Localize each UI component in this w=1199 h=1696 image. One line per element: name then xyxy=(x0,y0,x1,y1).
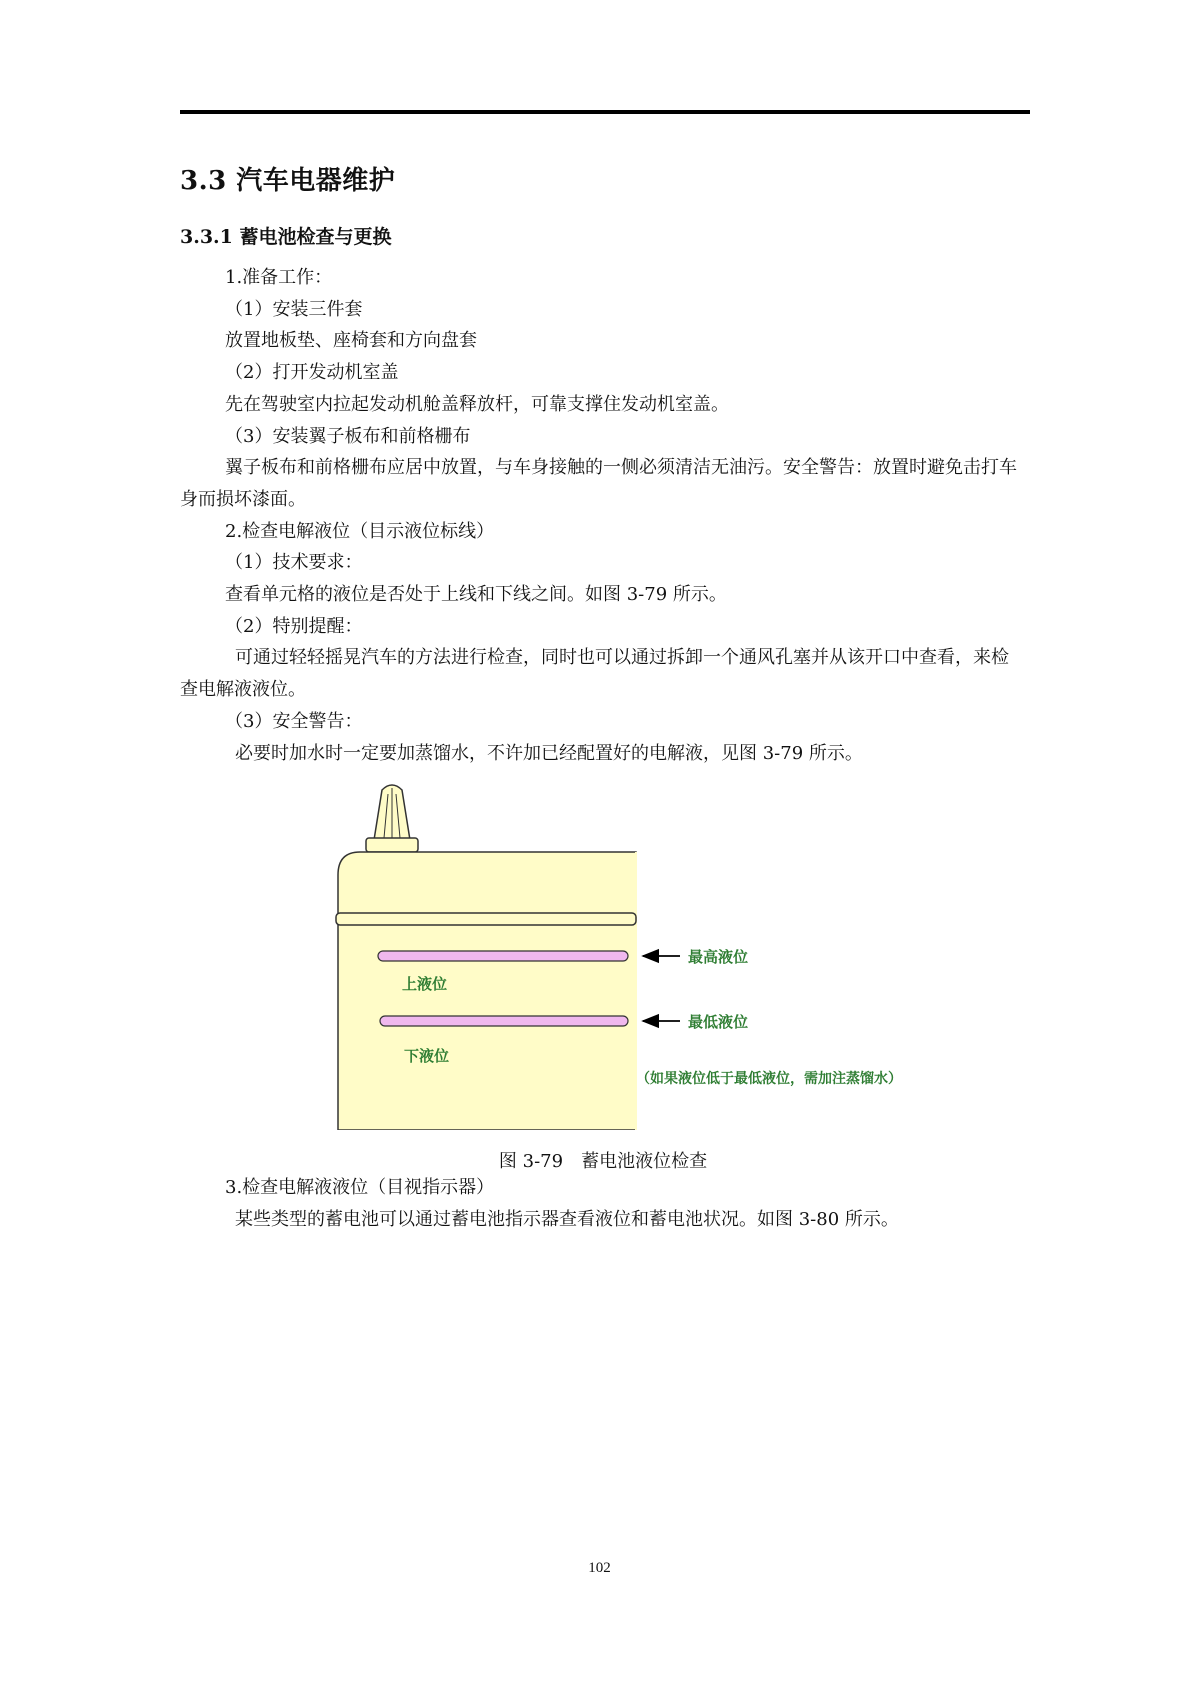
header-rule xyxy=(180,110,1030,114)
paragraph: 某些类型的蓄电池可以通过蓄电池指示器查看液位和蓄电池状况。如图 3-80 所示。 xyxy=(235,1208,899,1230)
page-number: 102 xyxy=(588,1560,611,1576)
paragraph: 2.检查电解液位（目示液位标线） xyxy=(225,520,495,542)
paragraph: 必要时加水时一定要加蒸馏水，不许加已经配置好的电解液，见图 3-79 所示。 xyxy=(235,742,863,764)
battery-band xyxy=(336,913,636,925)
min-level-label: 最低液位 xyxy=(688,1013,749,1031)
body-text-continued xyxy=(180,1172,1026,1235)
body-text xyxy=(180,262,1026,769)
paragraph: （1）技术要求： xyxy=(225,552,363,574)
paragraph: （2）打开发动机室盖 xyxy=(225,362,399,384)
paragraph: 先在驾驶室内拉起发动机舱盖释放杆，可靠支撑住发动机室盖。 xyxy=(225,393,729,415)
paragraph: 翼子板布和前格栅布应居中放置，与车身接触的一侧必须清洁无油污。安全警告：放置时避免击打车身而损坏漆面。 xyxy=(180,457,1017,510)
lower-level-label: 下液位 xyxy=(404,1047,450,1065)
paragraph: 3.检查电解液液位（目视指示器） xyxy=(225,1177,495,1198)
battery-level-figure xyxy=(330,770,930,1130)
paragraph: （1）安装三件套 xyxy=(225,298,363,320)
paragraph: 可通过轻轻摇晃汽车的方法进行检查，同时也可以通过拆卸一个通风孔塞并从该开口中查看，来检查电解液液位。 xyxy=(180,647,1009,701)
paragraph: 查看单元格的液位是否处于上线和下线之间。如图 3-79 所示。 xyxy=(225,584,727,606)
lower-level-line xyxy=(380,1016,628,1026)
figure-caption: 图 3-79 蓄电池液位检查 xyxy=(498,1151,708,1172)
max-level-label: 最高液位 xyxy=(688,948,749,966)
subsection-title: 3.3.1 蓄电池检查与更换 xyxy=(180,226,392,248)
vent-base xyxy=(366,838,418,852)
paragraph: （2）特别提醒： xyxy=(225,615,363,637)
upper-level-label: 上液位 xyxy=(402,975,448,993)
paragraph: 1.准备工作： xyxy=(225,267,333,288)
battery-body xyxy=(338,852,636,1130)
section-title: 3.3 汽车电器维护 xyxy=(180,166,396,196)
paragraph: （3）安装翼子板布和前格栅布 xyxy=(225,425,471,447)
distilled-water-note: （如果液位低于最低液位，需加注蒸馏水） xyxy=(636,1071,902,1087)
paragraph: 放置地板垫、座椅套和方向盘套 xyxy=(225,330,477,352)
paragraph: （3）安全警告： xyxy=(225,710,363,732)
upper-level-line xyxy=(378,951,628,961)
